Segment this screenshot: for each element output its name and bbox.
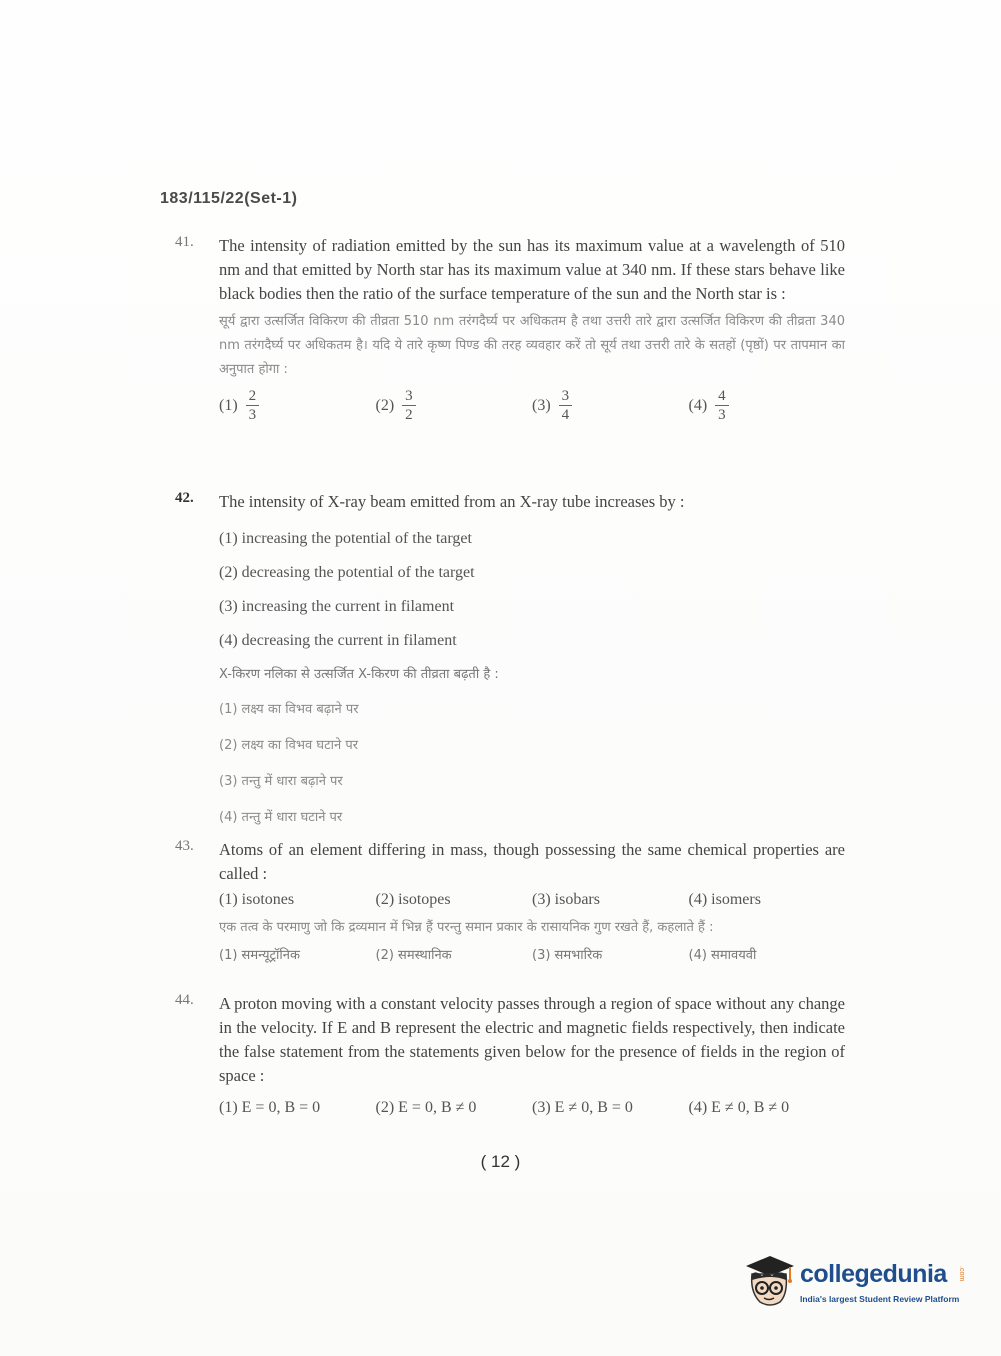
question-text: The intensity of radiation emitted by the sun has its maximum value at a wavelength of 510 nm and that emitted by North star has its maximum value at 340 nm. If these stars behave like black bodies then the ratio of the surface temperature of the sun and the North star is : (219, 236, 845, 303)
option-3-hindi: (3) समभारिक (532, 948, 603, 963)
options-row (219, 1096, 845, 1120)
option-2: (2) E = 0, B ≠ 0 (375, 1099, 477, 1116)
option-3: (3) increasing the current in filament (219, 598, 455, 615)
question-43 (175, 838, 845, 968)
option-2-hindi: (2) लक्ष्य का विभव घटाने पर (219, 738, 359, 753)
question-number: 42. (175, 490, 194, 506)
question-number: 41. (175, 234, 194, 250)
question-text: Atoms of an element differing in mass, though possessing the same chemical properties are called : (219, 840, 845, 883)
option-4-hindi: (4) तन्तु में धारा घटाने पर (219, 810, 343, 825)
option-4: (4) isomers (688, 891, 761, 908)
option-4-hindi: (4) समावयवी (688, 948, 757, 963)
option-3-hindi: (3) तन्तु में धारा बढ़ाने पर (219, 774, 343, 789)
option-2-hindi: (2) समस्थानिक (375, 948, 452, 963)
option-3: (3) E ≠ 0, B = 0 (532, 1099, 633, 1116)
option-1: (1) increasing the potential of the target (219, 530, 472, 547)
question-text-hindi: सूर्य द्वारा उत्सर्जित विकिरण की तीव्रता 510 nm तरंगदैर्घ्य पर अधिकतम है तथा उत्तरी तारे द्वारा उत्सर्जित विकिरण की तीव्रता 340 nm तरंगदैर्घ्य पर अधिकतम है। यदि ये तारे कृष्ण पिण्ड की तरह व्यवहार करें तो सूर्य तथा उत्तरी तारे के सतहों (पृष्ठों) पर तापमान का अनुपात होगा : (219, 314, 845, 377)
option-1: (1) $\frac{2}{3}$ (219, 388, 376, 423)
fraction: $\frac{3}{2}$ (402, 388, 416, 423)
fraction: $\frac{3}{4}$ (559, 388, 573, 423)
question-41 (175, 234, 845, 423)
question-text: The intensity of X-ray beam emitted from an X-ray tube increases by : (219, 492, 685, 511)
option-2: (2) decreasing the potential of the target (219, 564, 475, 581)
question-text-hindi: एक तत्व के परमाणु जो कि द्रव्यमान में भिन्न हैं परन्तु समान प्रकार के रासायनिक गुण रखते हैं, कहलाते हैं : (219, 920, 714, 935)
question-text: A proton moving with a constant velocity passes through a region of space without any change in the velocity. If E and B represent the electric and magnetic fields respectively, then indicate the false statement from the statements given below for the presence of fields in the region of space : (219, 994, 845, 1085)
option-4: (4) E ≠ 0, B ≠ 0 (688, 1099, 790, 1116)
student-mascot-icon (742, 1252, 798, 1312)
collegedunia-logo (742, 1252, 972, 1312)
question-44 (175, 992, 845, 1120)
question-text-hindi: X-किरण नलिका से उत्सर्जित X-किरण की तीव्रता बढ़ती है : (219, 667, 499, 682)
brand-suffix: .com (958, 1266, 965, 1282)
fraction: $\frac{2}{3}$ (246, 388, 260, 423)
option-3: (3) isobars (532, 891, 600, 908)
options-row-hindi (219, 944, 845, 968)
brand-tagline: India's largest Student Review Platform (800, 1294, 960, 1304)
options-row (219, 888, 845, 912)
page-number: ( 12 ) (480, 1152, 521, 1171)
brand-name: collegedunia (800, 1260, 947, 1288)
option-1-hindi: (1) समन्यूट्रॉनिक (219, 948, 300, 963)
option-1-hindi: (1) लक्ष्य का विभव बढ़ाने पर (219, 702, 359, 717)
question-number: 44. (175, 992, 194, 1008)
options-row (219, 388, 845, 423)
fraction: $\frac{4}{3}$ (715, 388, 729, 423)
option-1: (1) isotones (219, 891, 295, 908)
paper-code: 183/115/22(Set-1) (160, 190, 298, 207)
option-1: (1) E = 0, B = 0 (219, 1099, 321, 1116)
option-4: (4) decreasing the current in filament (219, 632, 457, 649)
option-4: (4) $\frac{4}{3}$ (689, 388, 846, 423)
option-2: (2) $\frac{3}{2}$ (376, 388, 533, 423)
question-number: 43. (175, 838, 194, 854)
option-3: (3) $\frac{3}{4}$ (532, 388, 689, 423)
question-42 (175, 490, 845, 836)
option-2: (2) isotopes (375, 891, 451, 908)
